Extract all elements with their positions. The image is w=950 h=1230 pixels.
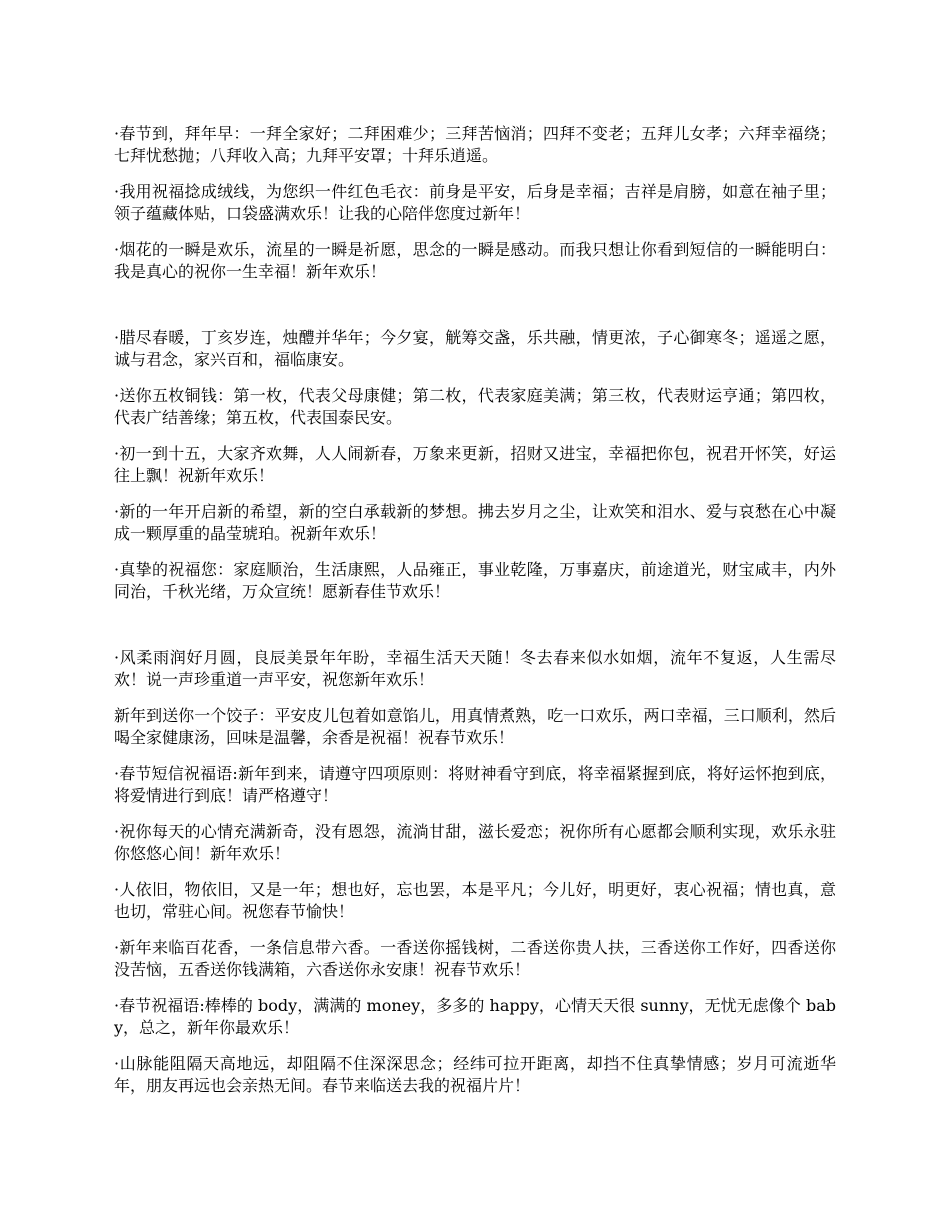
paragraph: ·新的一年开启新的希望，新的空白承载新的梦想。拂去岁月之尘，让欢笑和泪水、爱与哀愁在心中凝成一颗厚重的晶莹琥珀。祝新年欢乐！ — [114, 502, 836, 543]
section-3 — [114, 647, 836, 1097]
paragraph: ·真挚的祝福您：家庭顺治，生活康熙，人品雍正，事业乾隆，万事嘉庆，前途道光，财宝咸丰，内外同治，千秋光绪，万众宣统！愿新春佳节欢乐！ — [114, 560, 836, 601]
paragraph: ·我用祝福捻成绒线，为您织一件红色毛衣：前身是平安，后身是幸福；吉祥是肩膀，如意在袖子里；领子蕴藏体贴，口袋盛满欢乐！让我的心陪伴您度过新年！ — [114, 182, 836, 223]
paragraph: ·春节祝福语:棒棒的 body，满满的 money，多多的 happy，心情天天很 sunny，无忧无虑像个 baby，总之，新年你最欢乐！ — [114, 996, 836, 1037]
paragraph: 新年到送你一个饺子：平安皮儿包着如意馅儿，用真情煮熟，吃一口欢乐，两口幸福，三口顺利，然后喝全家健康汤，回味是温馨，余香是祝福！祝春节欢乐！ — [114, 706, 836, 747]
paragraph: ·山脉能阻隔天高地远，却阻隔不住深深思念；经纬可拉开距离，却挡不住真挚情感；岁月可流逝华年，朋友再远也会亲热无间。春节来临送去我的祝福片片！ — [114, 1054, 836, 1095]
section-2 — [114, 327, 836, 603]
paragraph: ·初一到十五，大家齐欢舞，人人闹新春，万象来更新，招财又进宝，幸福把你包，祝君开怀笑，好运往上飘！祝新年欢乐！ — [114, 444, 836, 485]
paragraph: ·烟花的一瞬是欢乐，流星的一瞬是祈愿，思念的一瞬是感动。而我只想让你看到短信的一瞬能明白：我是真心的祝你一生幸福！新年欢乐！ — [114, 240, 836, 281]
paragraph: ·新年来临百花香，一条信息带六香。一香送你摇钱树，二香送你贵人扶，三香送你工作好，四香送你没苦恼，五香送你钱满箱，六香送你永安康！祝春节欢乐！ — [114, 938, 836, 979]
section-1 — [114, 123, 836, 283]
paragraph: ·送你五枚铜钱：第一枚，代表父母康健；第二枚，代表家庭美满；第三枚，代表财运亨通；第四枚，代表广结善缘；第五枚，代表国泰民安。 — [114, 386, 836, 427]
paragraph: ·腊尽春暖，丁亥岁连，烛醴并华年；今夕宴，觥筹交盏，乐共融，情更浓，子心御寒冬；遥遥之愿，诚与君念，家兴百和，福临康安。 — [114, 328, 836, 369]
paragraph: ·春节短信祝福语:新年到来，请遵守四项原则：将财神看守到底，将幸福紧握到底，将好运怀抱到底，将爱情进行到底！请严格遵守！ — [114, 764, 836, 805]
paragraph: ·祝你每天的心情充满新奇，没有恩怨，流淌甘甜，滋长爱恋；祝你所有心愿都会顺利实现，欢乐永驻你悠悠心间！新年欢乐！ — [114, 822, 836, 863]
section-gap — [114, 617, 836, 647]
paragraph: ·春节到，拜年早：一拜全家好；二拜困难少；三拜苦恼消；四拜不变老；五拜儿女孝；六拜幸福绕；七拜忧愁抛；八拜收入高；九拜平安罩；十拜乐逍遥。 — [114, 124, 836, 165]
paragraph: ·人依旧，物依旧，又是一年；想也好，忘也罢，本是平凡；今儿好，明更好，衷心祝福；情也真，意也切，常驻心间。祝您春节愉快！ — [114, 880, 836, 921]
section-gap — [114, 297, 836, 327]
paragraph: ·风柔雨润好月圆，良辰美景年年盼，幸福生活天天随！冬去春来似水如烟，流年不复返，人生需尽欢！说一声珍重道一声平安，祝您新年欢乐！ — [114, 648, 836, 689]
